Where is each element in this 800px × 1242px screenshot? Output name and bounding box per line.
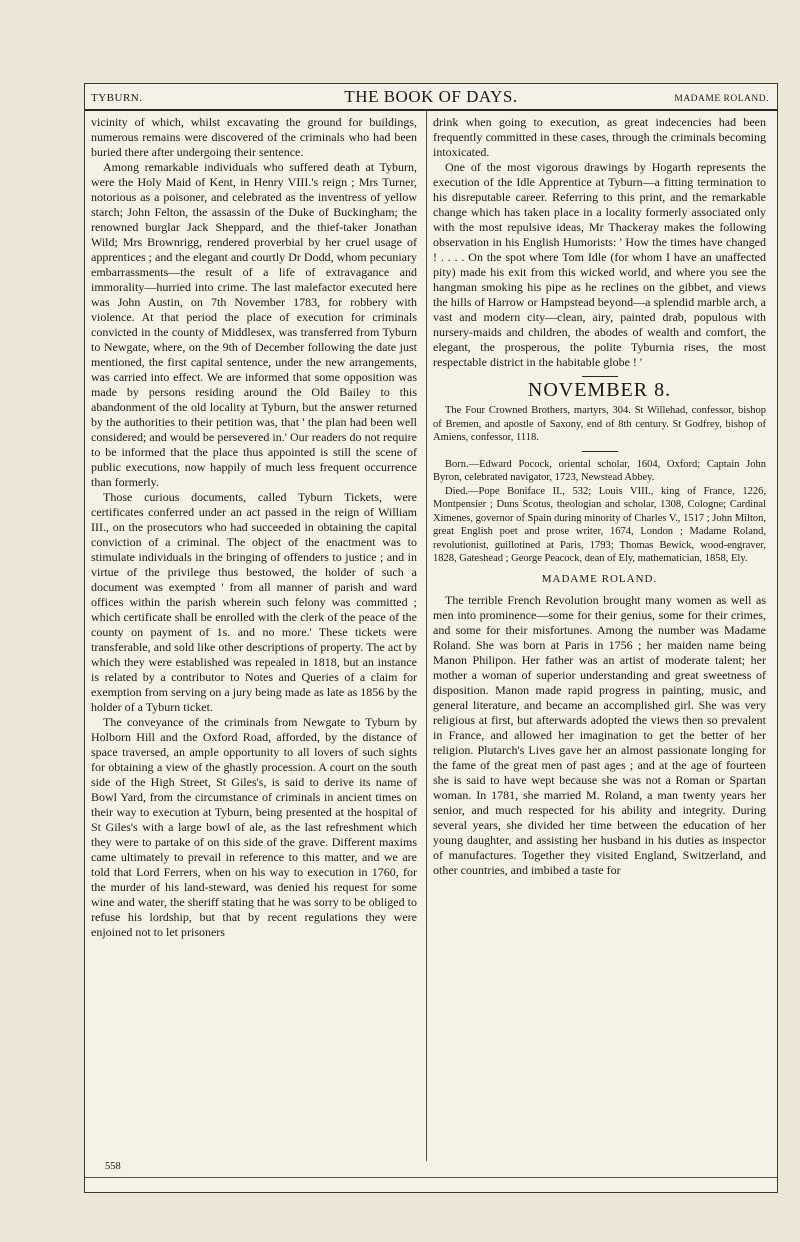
born-entry: Born.—Edward Pocock, oriental scholar, 1604, Oxford; Captain John Byron, celebrated navigator, 1723, Newstead Abbey.: [433, 458, 766, 483]
page-number: 558: [105, 1161, 121, 1172]
running-header: [85, 84, 777, 111]
paragraph: The conveyance of the criminals from Newgate to Tyburn by Holborn Hill and the Oxford Road, afforded, by the distance of space traversed, an ample opportunity to all lovers of such sights for obtaining a view of the ghastly procession. A court on the south side of the High Street, St Giles's, is said to derive its name of Bowl Yard, from the circumstance of criminals in ancient times on their way to execution at Tyburn, being presented at the hospital of St Giles's with a large bowl of ale, as the last refreshment which they were to partake of on this side of the grave. Different maxims came ultimately to prevail in reference to this matter, and we are told that Lord Ferrers, when on his way to execution in 1760, for the murder of his land-steward, was denied his request for some wine and water, the sheriff stating that he was sorry to be obliged to refuse his lordship, but that by recent regulations they were enjoined not to let prisoners: [91, 715, 417, 939]
paragraph: One of the most vigorous drawings by Hogarth represents the execution of the Idle Apprentice at Tyburn—a fitting termination to his disreputable career. Referring to this print, and the remarkable change which has taken place in a locality formerly associated only with the most repulsive ideas, Mr Thackeray makes the following observation in his English Humorists: ' How the times have changed ! . . . . On the spot where Tom Idle (for whom I have an unaffected pity) made his exit from this wicked world, and where you see the hangman smoking his pipe as he reclines on the gibbet, and views the hills of Harrow or Hampstead beyond—a splendid marble arch, a vast and modern city—clean, airy, painted drab, populous with nursery-maids and children, the abodes of wealth and comfort, the elegant, the prosperous, the polite Tyburnia rises, the most respectable district in the habitable globe ! ': [433, 160, 766, 369]
section-heading: MADAME ROLAND.: [541, 572, 658, 585]
header-title: THE BOOK OF DAYS.: [344, 87, 518, 106]
paragraph: The terrible French Revolution brought many women as well as men into prominence—some for their genius, some for their crimes, and some for their misfortunes. Among the number was Madame Roland. She was born at Paris in 1756 ; her maiden name being Manon Philipon. Her father was an artist of moderate talent; her mother a woman of superior understanding and great sweetness of disposition. Manon made rapid progress in painting, music, and general literature, and became an accomplished girl. She was very religious at first, but afterwards adopted the views then so prevalent in France, and allowed her imagination to get the better of her religion. Plutarch's Lives gave her an almost passionate longing for the fame of the great men of past ages ; and at the age of fourteen she is said to have wept because she was not a Roman or Spartan woman. In 1781, she married M. Roland, a man twenty years her senior, and much respected for his ability and integrity. During several years, she divided her time between the education of her young daughter, and assisting her husband in his duties as inspector of manufactures. Together they visited England, Switzerland, and other countries, and imbibed a taste for: [433, 592, 766, 877]
paragraph: drink when going to execution, as great indecencies had been frequently committed in these cases, through the criminals becoming intoxicated.: [433, 115, 766, 159]
right-column: [433, 115, 766, 878]
book-page: [84, 83, 778, 1193]
divider-rule: [582, 451, 618, 452]
saints-entry: The Four Crowned Brothers, martyrs, 304. St Willehad, confessor, bishop of Bremen, and apostle of Saxony, end of 8th century. St Godfrey, bishop of Amiens, confessor, 1118.: [433, 405, 766, 443]
bottom-rule: [85, 1177, 777, 1178]
divider-rule: [582, 376, 618, 377]
calendar-notes: [433, 404, 766, 566]
header-right: MADAME ROLAND.: [674, 94, 769, 104]
paragraph: vicinity of which, whilst excavating the ground for buildings, numerous remains were discovered of the criminals who had been buried there after undergoing their sentence.: [91, 115, 417, 159]
left-column: [91, 115, 417, 940]
paragraph: Those curious documents, called Tyburn Tickets, were certificates conferred under an act passed in the reign of William III., on the prosecutors who had succeeded in obtaining the capital conviction of a criminal. The object of the enactment was to stimulate individuals in the bringing of offenders to justice ; and in virtue of the privilege thus bestowed, the holder of such a document was exempted ' from all manner of parish and ward offices within the parish wherein such felony was committed ; which certificate shall be enrolled with the clerk of the peace of the county on payment of 1s. and no more.' These tickets were transferable, and sold like other descriptions of property. The act by which they were established was repealed in 1818, but an instance is related by a contributor to Notes and Queries of a claim for exemption from serving on a jury being made as late as 1856 by the holder of a Tyburn ticket.: [91, 490, 417, 714]
header-left: TYBURN.: [91, 92, 143, 104]
paragraph: Among remarkable individuals who suffered death at Tyburn, were the Holy Maid of Kent, in Henry VIII.'s reign ; Mrs Turner, notorious as a poisoner, and celebrated as the inventress of yellow starch; John Felton, the assassin of the Duke of Buckingham; the renowned burglar Jack Sheppard, and the thief-taker Jonathan Wild; Mrs Brownrigg, rendered proverbial by her cruel usage of apprentices ; and the elegant and courtly Dr Dodd, whom pecuniary embarrassments—the result of a life of extravagance and immorality—hurried into crime. The last malefactor executed here was John Austin, on 7th November 1783, for robbery with violence. At that period the place of execution for criminals convicted in the county of Middlesex, was transferred from Tyburn to Newgate, where, on the 9th of December following the date just mentioned, the first capital sentence, under the new arrangements, was carried into effect. We are informed that some opposition was made by persons residing around the Old Bailey to this abandonment of the old locality at Tyburn, but the answer returned by the authorities to their petition was, that ' the plan had been well considered; and would be persevered in.' Our readers do not require to be informed that the place thus appointed is still the scene of public executions, now happily of much less frequent occurrence than formerly.: [91, 160, 417, 489]
date-heading: NOVEMBER 8.: [527, 379, 672, 401]
column-divider: [426, 111, 427, 1161]
died-entry: Died.—Pope Boniface II., 532; Louis VIII., king of France, 1226, Montpensier ; Duns Scotus, theologian and scholar, 1308, Cologne; Cardinal Ximenes, governor of Spain during minority of Charles V., 1517 ; John Milton, great English poet and prose writer, 1674, London ; Madame Roland, revolutionist, guillotined at Paris, 1793; Thomas Bewick, wood-engraver, 1828, Gateshead ; George Peacock, dean of Ely, mathematician, 1858, Ely.: [433, 485, 766, 564]
